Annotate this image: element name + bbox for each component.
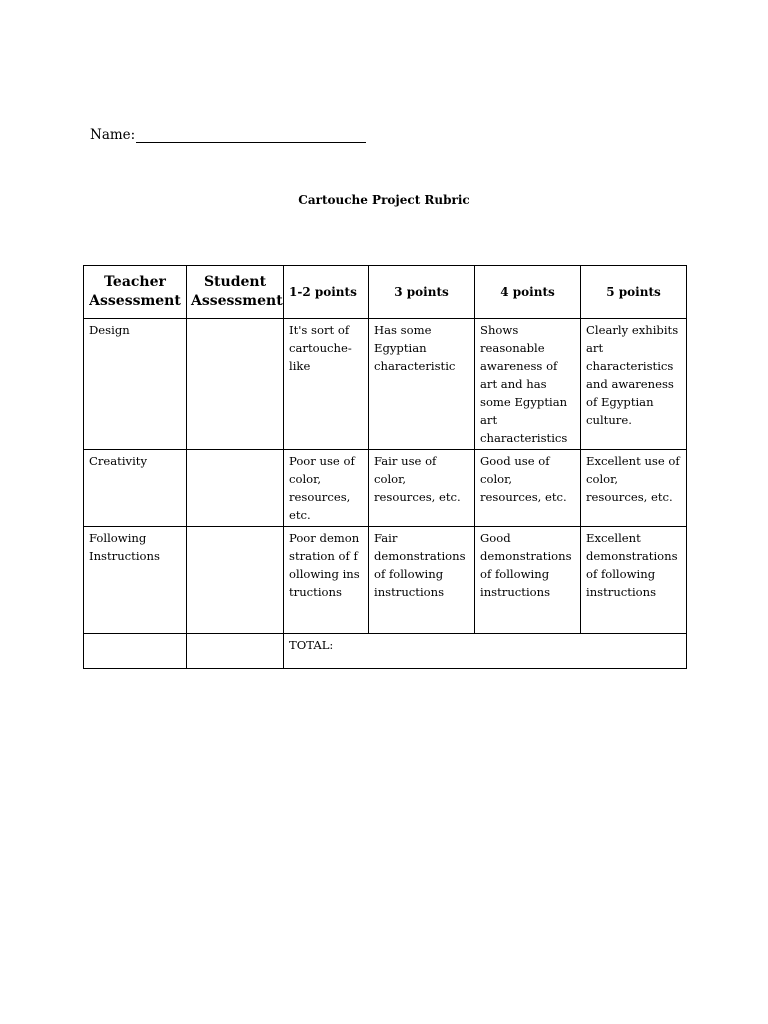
total-row — [84, 634, 687, 669]
score-cell-1-2: Poor demonstration of following instructions — [284, 527, 369, 634]
header-3-points: 3 points — [369, 266, 475, 319]
score-cell-1-2: Poor use of color, resources, etc. — [284, 450, 369, 527]
total-label: TOTAL: — [284, 634, 687, 669]
header-4-points: 4 points — [475, 266, 581, 319]
rubric-table — [83, 265, 687, 669]
student-assessment-cell — [187, 450, 284, 527]
table-row — [84, 527, 687, 634]
score-cell-4: Good demonstrations of following instructions — [475, 527, 581, 634]
header-1-2-points: 1-2 points — [284, 266, 369, 319]
score-cell-1-2: It's sort of cartouche-like — [284, 319, 369, 450]
total-student-cell — [187, 634, 284, 669]
header-teacher-assessment: Teacher Assessment — [84, 266, 187, 319]
name-blank-line — [136, 128, 366, 143]
criterion-cell: Design — [84, 319, 187, 450]
score-cell-4: Shows reasonable awareness of art and has some Egyptian art characteristics — [475, 319, 581, 450]
score-cell-3: Has some Egyptian characteristic — [369, 319, 475, 450]
table-row — [84, 319, 687, 450]
header-5-points: 5 points — [581, 266, 687, 319]
score-cell-3: Fair use of color, resources, etc. — [369, 450, 475, 527]
score-cell-5: Excellent demonstrations of following instructions — [581, 527, 687, 634]
score-cell-5: Excellent use of color, resources, etc. — [581, 450, 687, 527]
student-assessment-cell — [187, 319, 284, 450]
score-cell-5: Clearly exhibits art characteristics and awareness of Egyptian culture. — [581, 319, 687, 450]
criterion-cell: Creativity — [84, 450, 187, 527]
score-cell-3: Fair demonstrations of following instructions — [369, 527, 475, 634]
criterion-cell: Following Instructions — [84, 527, 187, 634]
table-row — [84, 450, 687, 527]
header-row — [84, 266, 687, 319]
name-field — [90, 127, 366, 143]
score-cell-4: Good use of color, resources, etc. — [475, 450, 581, 527]
header-student-assessment: Student Assessment — [187, 266, 284, 319]
document-title: Cartouche Project Rubric — [298, 193, 470, 207]
total-teacher-cell — [84, 634, 187, 669]
name-label: Name: — [90, 127, 136, 143]
student-assessment-cell — [187, 527, 284, 634]
